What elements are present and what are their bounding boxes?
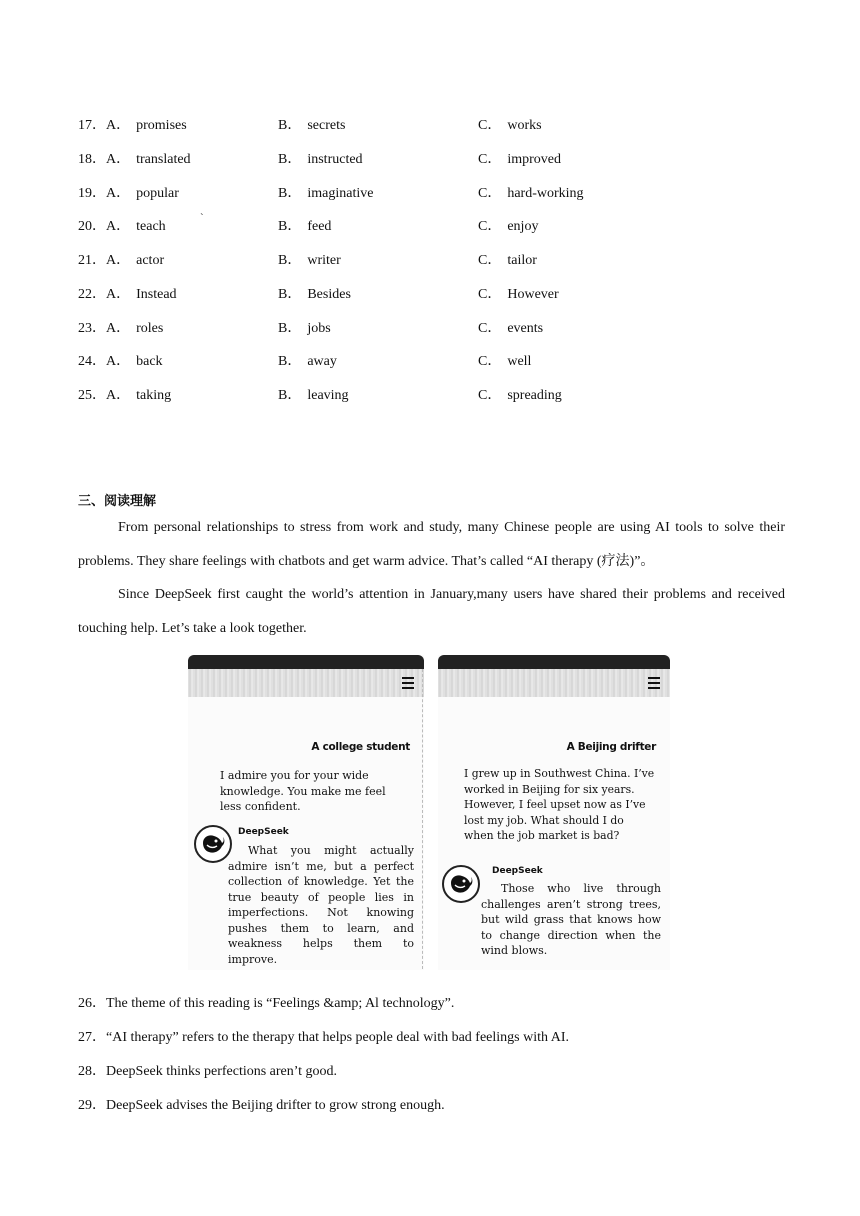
option-text: jobs <box>307 321 331 336</box>
intro-paragraph-1 <box>78 511 785 579</box>
bot-reply-text: What you might actually admire isn’t me, but a perfect collection of knowledge. Yet the true beauty of people lies in imperfections. Not knowing pushes them to learn, and weakness helps them to improve. <box>228 844 414 966</box>
question-number: 19． <box>78 186 106 201</box>
status-bar <box>438 655 670 669</box>
option-letter: B． <box>278 321 302 336</box>
option-letter: B． <box>278 152 302 167</box>
option-text: promises <box>136 118 187 133</box>
question-number: 25． <box>78 388 106 403</box>
option-text: spreading <box>507 388 562 403</box>
option-a <box>78 215 166 235</box>
paragraph-text: From personal relationships to stress from work and study, many Chinese people are using AI tools to solve their problems. They share feelings with chatbots and get warm advice. That’s called “AI therapy (疗法)”。 <box>78 520 785 569</box>
option-row-24 <box>78 350 778 370</box>
option-letter: C． <box>478 219 502 234</box>
option-c <box>478 317 543 337</box>
option-b <box>278 384 349 404</box>
option-text: improved <box>507 152 561 167</box>
option-letter: A． <box>106 354 131 369</box>
option-text: back <box>136 354 163 369</box>
status-bar <box>188 655 424 669</box>
bot-name: DeepSeek <box>238 827 289 837</box>
option-letter: C． <box>478 118 502 133</box>
option-text: actor <box>136 253 165 268</box>
bot-reply <box>481 881 661 959</box>
option-letter: C． <box>478 354 502 369</box>
option-c <box>478 182 584 202</box>
menu-icon[interactable] <box>402 677 414 692</box>
speaker-label: A college student <box>311 741 410 753</box>
option-letter: A． <box>106 388 131 403</box>
statement-29: 29．DeepSeek advises the Beijing drifter to grow strong enough. <box>78 1098 445 1113</box>
chat-header <box>188 669 424 697</box>
option-letter: A． <box>106 152 131 167</box>
option-row-23 <box>78 317 778 337</box>
option-letter: A． <box>106 219 131 234</box>
option-text: leaving <box>307 388 349 403</box>
option-text: teach <box>136 219 166 234</box>
option-a <box>78 384 171 404</box>
option-letter: C． <box>478 152 502 167</box>
option-c <box>478 114 542 134</box>
question-number: 24． <box>78 354 106 369</box>
option-letter: A． <box>106 186 131 201</box>
bot-name: DeepSeek <box>492 866 543 876</box>
option-c <box>478 148 561 168</box>
option-row-22 <box>78 283 778 303</box>
option-a <box>78 350 163 370</box>
option-letter: C． <box>478 186 502 201</box>
option-text: taking <box>136 388 172 403</box>
option-letter: B． <box>278 118 302 133</box>
option-b <box>278 317 331 337</box>
option-text: translated <box>136 152 191 167</box>
option-text: popular <box>136 186 179 201</box>
chat-screenshot-beijing-drifter <box>438 655 670 970</box>
option-c <box>478 283 559 303</box>
option-letter: B． <box>278 253 302 268</box>
question-number: 23． <box>78 321 106 336</box>
option-row-25 <box>78 384 778 404</box>
option-text: However <box>507 287 559 302</box>
option-letter: C． <box>478 321 502 336</box>
option-text: secrets <box>307 118 346 133</box>
option-text: away <box>307 354 337 369</box>
option-row-17 <box>78 114 778 134</box>
question-number: 22． <box>78 287 106 302</box>
option-text: works <box>507 118 542 133</box>
option-text: tailor <box>507 253 537 268</box>
speaker-label: A Beijing drifter <box>566 741 656 753</box>
option-a <box>78 114 187 134</box>
option-letter: B． <box>278 354 302 369</box>
option-letter: C． <box>478 388 502 403</box>
question-number: 20． <box>78 219 106 234</box>
statement-27: 27．“AI therapy” refers to the therapy that helps people deal with bad feelings with AI. <box>78 1030 570 1045</box>
bot-reply <box>228 843 414 967</box>
option-text: roles <box>136 321 164 336</box>
option-letter: C． <box>478 287 502 302</box>
whale-logo-icon <box>442 865 480 903</box>
option-b <box>278 182 373 202</box>
option-c <box>478 384 562 404</box>
option-letter: A． <box>106 287 131 302</box>
option-text: Besides <box>307 287 351 302</box>
chat-header <box>438 669 670 697</box>
option-text: imaginative <box>307 186 374 201</box>
option-letter: A． <box>106 321 131 336</box>
option-letter: A． <box>106 118 131 133</box>
user-message: I grew up in Southwest China. I’ve worked in Beijing for six years. However, I feel upset now as I’ve lost my job. What should I do when the job market is bad? <box>464 767 655 842</box>
paragraph-text: Since DeepSeek first caught the world’s attention in January,many users have shared their problems and received touching help. Let’s take a look together. <box>78 587 785 636</box>
section-title: 三、阅读理解 <box>78 494 157 509</box>
chat-screenshots <box>188 655 672 973</box>
option-c <box>478 350 531 370</box>
option-b <box>278 114 345 134</box>
statement-28: 28．DeepSeek thinks perfections aren’t good. <box>78 1064 338 1079</box>
option-a <box>78 317 163 337</box>
statement-26: 26．The theme of this reading is “Feelings &amp; Al technology”. <box>78 996 455 1011</box>
whale-logo-icon <box>194 825 232 863</box>
option-text: events <box>507 321 544 336</box>
option-row-19 <box>78 182 778 202</box>
option-a <box>78 182 179 202</box>
option-text: writer <box>307 253 341 268</box>
option-text: hard-working <box>507 186 584 201</box>
option-b <box>278 283 351 303</box>
bot-reply-text: Those who live through challenges aren’t strong trees, but wild grass that knows how to change direction when the wind blows. <box>481 882 661 957</box>
intro-paragraph-2 <box>78 578 785 646</box>
option-b <box>278 249 341 269</box>
option-a <box>78 283 177 303</box>
option-letter: C． <box>478 253 502 268</box>
option-a <box>78 249 164 269</box>
option-row-18 <box>78 148 778 168</box>
option-row-20 <box>78 215 778 235</box>
option-letter: B． <box>278 219 302 234</box>
option-text: well <box>507 354 532 369</box>
option-row-21 <box>78 249 778 269</box>
question-number: 18． <box>78 152 106 167</box>
question-number: 17． <box>78 118 106 133</box>
menu-icon[interactable] <box>648 677 660 692</box>
chat-screenshot-college-student <box>188 655 424 970</box>
option-c <box>478 249 537 269</box>
option-text: enjoy <box>507 219 539 234</box>
option-c <box>478 215 538 235</box>
option-text: feed <box>307 219 332 234</box>
stray-mark: ` <box>200 212 204 224</box>
option-a <box>78 148 191 168</box>
user-message: I admire you for your wide knowledge. You make me feel less confident. <box>220 769 386 813</box>
option-b <box>278 350 337 370</box>
divider <box>422 669 423 969</box>
option-letter: A． <box>106 253 131 268</box>
question-number: 21． <box>78 253 106 268</box>
option-text: instructed <box>307 152 363 167</box>
option-b <box>278 215 331 235</box>
option-letter: B． <box>278 388 302 403</box>
option-text: Instead <box>136 287 177 302</box>
option-letter: B． <box>278 287 302 302</box>
option-letter: B． <box>278 186 302 201</box>
option-b <box>278 148 363 168</box>
